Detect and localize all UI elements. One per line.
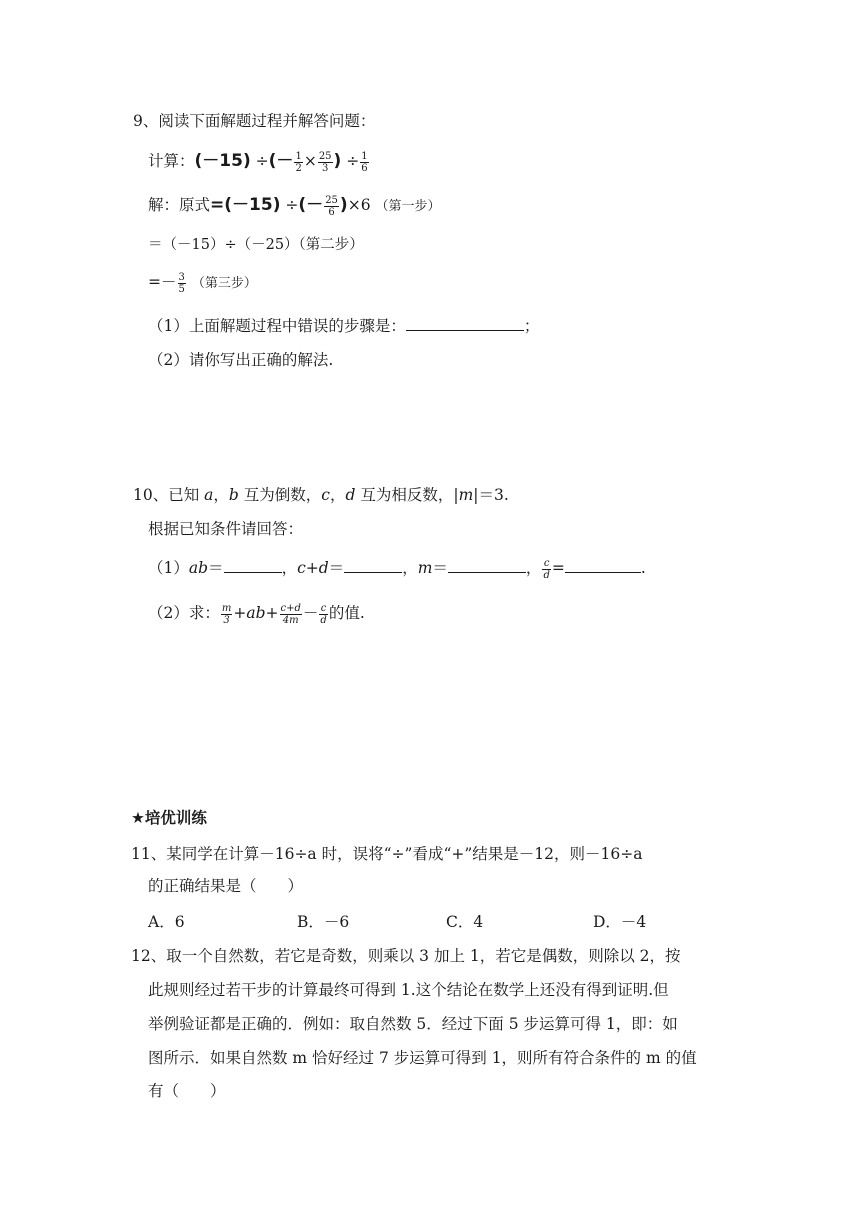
q12-line3: 举例验证都是正确的．例如：取自然数 5．经过下面 5 步运算可得 1，即：如 [148,1015,678,1033]
q9-solution-line3: =－ $\frac{3}{5}$ （第三步） [148,271,257,295]
fraction: $\frac{1}{6}$ [361,150,368,174]
fraction: $\frac{25}{6}$ [325,194,338,218]
q11-option-b[interactable]: B．－6 [297,913,350,931]
q11-option-a[interactable]: A．6 [148,913,185,931]
q9-solution-line2: ＝（－15）÷（－25）（第二步） [148,237,364,253]
fraction: $\frac{c+d}{4m}$ [280,602,301,626]
q9-title: 9、阅读下面解题过程并解答问题： [133,112,376,130]
fraction: $\frac{25}{3}$ [318,150,332,174]
fraction: $\frac{m}{3}$ [221,602,232,626]
q11-option-c[interactable]: C．4 [446,913,484,931]
fraction: $\frac{c}{d}$ [543,557,550,581]
answer-blank[interactable] [406,314,524,331]
section-title: ★培优训练 [131,809,207,827]
q12-line5: 有（ ） [148,1082,226,1100]
fraction: $\frac{1}{2}$ [295,150,302,174]
answer-blank-ab[interactable] [224,556,282,573]
q11-option-d[interactable]: D．－4 [593,913,647,931]
answer-blank-cd-ratio[interactable] [565,556,641,573]
answer-blank-cd[interactable] [344,556,402,573]
q11-line1: 11、某同学在计算－16÷a 时，误将“÷”看成“+”结果是－12，则－16÷a [131,845,643,863]
q12-line4: 图所示．如果自然数 m 恰好经过 7 步运算可得到 1，则所有符合条件的 m 的值 [148,1049,697,1067]
q9-part2: （2）请你写出正确的解法. [148,351,334,369]
answer-blank-m[interactable] [448,556,526,573]
q12-line2: 此规则经过若干步的计算最终可得到 1.这个结论在数学上还没有得到证明.但 [148,981,669,999]
q11-line2: 的正确结果是（ ） [148,877,304,895]
q12-line1: 12、取一个自然数，若它是奇数，则乘以 3 加上 1，若它是偶数，则除以 2，按 [131,947,681,965]
q10-part1: （1）ab＝ ，c+d＝ ，m＝ ， $\frac{c}{d}$ = . [148,557,646,581]
q9-part1: （1）上面解题过程中错误的步骤是： ； [148,314,539,337]
fraction: $\frac{3}{5}$ [178,271,185,295]
q10-sub: 根据已知条件请回答： [148,520,304,538]
q10-title: 10、已知 a，b 互为倒数，c，d 互为相反数，|m|＝3. [133,486,509,504]
q10-part2: （2）求： $\frac{m}{3}$ +ab+ $\frac{c+d}{4m}$ － $\frac{c}{d}$ 的值. [148,602,365,626]
q9-solution-line1: 解：原式=(－15) ÷(－ $\frac{25}{6}$ )×6 （第一步） [148,194,441,218]
q9-calc: 计算：(－15) ÷(－ $\frac{1}{2}$ × $\frac{25}{3}$ ) ÷ $\frac{1}{6}$ [148,150,368,174]
fraction: $\frac{c}{d}$ [320,602,327,626]
